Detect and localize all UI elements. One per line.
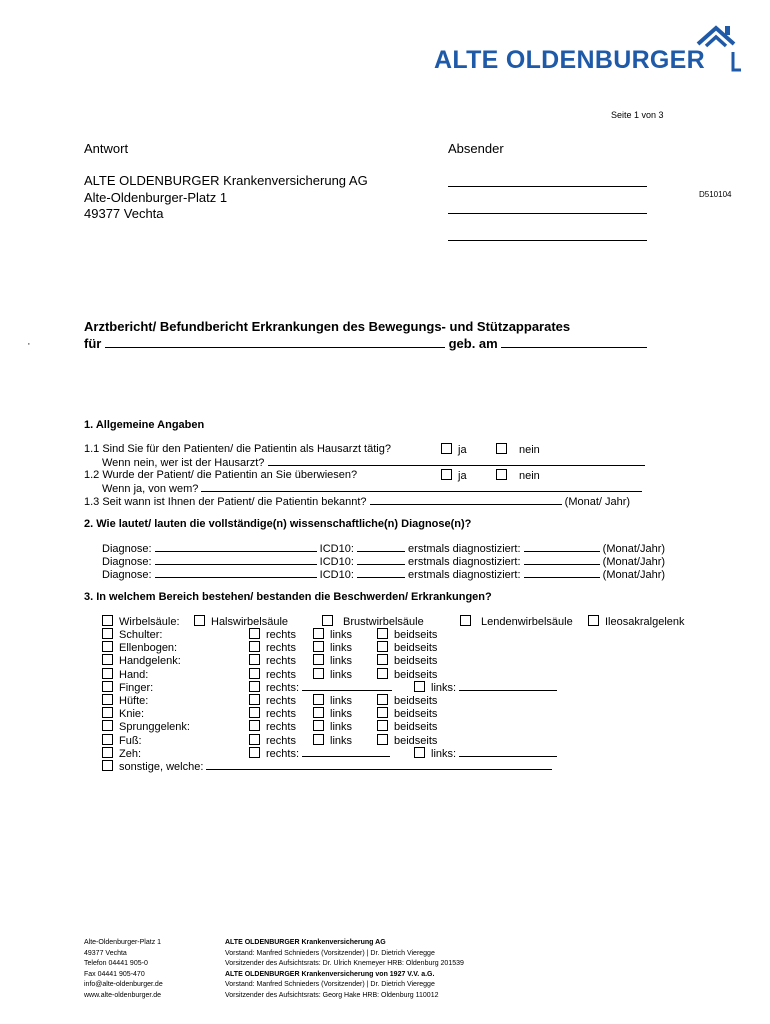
diagnose-row: Diagnose: ICD10: erstmals diagnostiziert: (Monat/Jahr) [102,569,666,581]
section1-heading: 1. Allgemeine Angaben [84,419,205,431]
sender-field[interactable] [448,186,647,187]
report-title: Arztbericht/ Befundbericht Erkrankungen des Bewegungs- und Stützapparates [84,319,571,334]
checkbox[interactable] [102,641,113,652]
region-label: Sprunggelenk: [119,721,190,733]
beidseits-option[interactable]: beidseits [377,654,437,667]
diagnose-date-field[interactable] [524,568,600,578]
ueberweiser-field[interactable] [201,482,642,492]
hausarzt-field[interactable] [268,456,645,466]
rechts-option[interactable]: rechts [249,707,296,720]
checkbox[interactable] [102,668,113,679]
rechts-option[interactable]: rechts [249,654,296,667]
region-row [102,694,148,707]
recipient-line: ALTE OLDENBURGER Krankenversicherung AG [84,173,368,188]
beidseits-option[interactable]: beidseits [377,694,437,707]
links-option[interactable]: links [313,628,352,641]
rechts-option[interactable]: rechts [249,694,296,707]
question-1-2: 1.2 Wurde der Patient/ die Patientin an Sie überwiesen? [84,469,358,481]
bekannt-seit-field[interactable] [370,495,562,505]
footer-company-info: ALTE OLDENBURGER Krankenversicherung AG Vorstand: Manfred Schnieders (Vorsitzender) | Dr. Dietrich Vieregge Vorsitzender des Aufsichtsrats: Dr. Ulrich Knemeyer HRB: Oldenburg 201539 ALTE OLDENBURGER Krankenversicherung von 1927 V.V. a.G. Vorstand: Manfred Schnieders (Vorsitzender) | Dr. Dietrich Vieregge Vorsitzender des Aufsichtsrats: Georg Hake HRB: Oldenburg 110012 [225,939,464,999]
icd-field[interactable] [357,542,405,552]
region-row [102,681,153,694]
diagnose-field[interactable] [155,555,317,565]
rechts-field[interactable] [302,747,390,757]
checkbox[interactable] [102,694,113,705]
recipient-line: Alte-Oldenburger-Platz 1 [84,190,228,205]
region-row [102,747,141,760]
beidseits-option[interactable]: beidseits [377,734,437,747]
lws-option[interactable]: Lendenwirbelsäule [460,615,573,628]
region-label: Zeh: [119,748,142,760]
checkbox[interactable] [102,654,113,665]
hws-option[interactable]: Halswirbelsäule [194,615,288,628]
rechts-option[interactable]: rechts: [249,681,392,694]
q1-ja-option[interactable]: ja [441,443,467,456]
checkbox[interactable] [441,443,452,454]
rechts-option[interactable]: rechts [249,734,296,747]
beidseits-option[interactable]: beidseits [377,707,437,720]
beidseits-option[interactable]: beidseits [377,641,437,654]
diagnose-date-field[interactable] [524,555,600,565]
rechts-option[interactable]: rechts [249,668,296,681]
diagnose-field[interactable] [155,542,317,552]
links-option[interactable]: links [313,720,352,733]
region-label: Hüfte: [119,695,149,707]
question-1-2-sub: Wenn ja, von wem? [102,482,642,495]
bws-option[interactable]: Brustwirbelsäule [322,615,424,628]
checkbox[interactable] [102,747,113,758]
links-option[interactable]: links [313,707,352,720]
patient-name-field[interactable] [105,338,445,348]
region-row [102,654,181,667]
logo-wordmark: ALTE OLDENBURGER [434,46,705,74]
links-option[interactable]: links: [414,681,557,694]
sender-field[interactable] [448,240,647,241]
rechts-field[interactable] [302,681,392,691]
links-option[interactable]: links [313,654,352,667]
recipient-line: 49377 Vechta [84,206,164,221]
diagnose-row: Diagnose: ICD10: erstmals diagnostiziert: (Monat/Jahr) [102,543,666,555]
region-row [102,720,190,733]
question-1-3: 1.3 Seit wann ist Ihnen der Patient/ die Patientin bekannt? (Monat/ Jahr) [84,496,631,508]
page-number: Seite 1 von 3 [611,110,664,120]
checkbox[interactable] [102,707,113,718]
icd-field[interactable] [357,555,405,565]
sonstige-row: sonstige, welche: [102,760,552,773]
diagnose-row: Diagnose: ICD10: erstmals diagnostiziert: (Monat/Jahr) [102,556,666,568]
links-field[interactable] [459,747,557,757]
beidseits-option[interactable]: beidseits [377,668,437,681]
fuer-label: für [84,336,102,351]
links-option[interactable]: links: [414,747,557,760]
checkbox[interactable] [102,734,113,745]
region-label: Fuß: [119,735,142,747]
diagnose-date-field[interactable] [524,542,600,552]
rechts-option[interactable]: rechts: [249,747,390,760]
checkbox[interactable] [102,681,113,692]
beidseits-option[interactable]: beidseits [377,720,437,733]
checkbox[interactable] [496,443,507,454]
region-label: Schulter: [119,629,163,641]
section2-heading: 2. Wie lautet/ lauten die vollständige(n) wissenschaftliche(n) Diagnose(n)? [84,518,472,530]
region-row [102,641,177,654]
section3-heading: 3. In welchem Bereich bestehen/ bestanden die Beschwerden/ Erkrankungen? [84,591,492,603]
geb-label: geb. am [448,336,498,351]
region-row [102,668,148,681]
birthdate-field[interactable] [501,338,647,348]
region-label: Ellenbogen: [119,642,178,654]
region-row [102,628,162,641]
sender-field[interactable] [448,213,647,214]
q2-nein-option[interactable]: nein [496,469,540,482]
links-option[interactable]: links [313,668,352,681]
company-logo [434,28,744,78]
document-code: D510104 [699,190,732,199]
wirbelsaeule-option[interactable]: Wirbelsäule: [102,615,180,628]
region-label: Hand: [119,669,149,681]
sonstige-field[interactable] [206,760,552,770]
sender-heading: Absender [448,141,504,156]
region-row [102,734,142,747]
diagnose-field[interactable] [155,568,317,578]
region-label: Knie: [119,708,145,720]
isg-option[interactable]: Ileosakralgelenk [588,615,685,628]
logo-bracket-icon [731,52,741,72]
rechts-option[interactable]: rechts [249,628,296,641]
checkbox[interactable] [496,469,507,480]
question-1-1: 1.1 Sind Sie für den Patienten/ die Patientin als Hausarzt tätig? [84,443,391,455]
beidseits-option[interactable]: beidseits [377,628,437,641]
question-1-1-sub: Wenn nein, wer ist der Hausarzt? [102,456,645,469]
checkbox[interactable] [102,720,113,731]
links-option[interactable]: links [313,694,352,707]
rechts-option[interactable]: rechts [249,720,296,733]
q2-ja-option[interactable]: ja [441,469,467,482]
region-label: Handgelenk: [119,655,181,667]
region-label: Finger: [119,682,154,694]
recipient-heading: Antwort [84,141,129,156]
checkbox[interactable] [102,760,113,771]
report-title-patient-row [84,336,647,351]
checkbox[interactable] [102,628,113,639]
links-field[interactable] [459,681,557,691]
links-option[interactable]: links [313,734,352,747]
footer-address: Alte-Oldenburger-Platz 1 49377 Vechta Telefon 04441 905-0 Fax 04441 905-470 info@alte-oldenburger.de www.alte-oldenburger.de [84,939,163,999]
rechts-option[interactable]: rechts [249,641,296,654]
icd-field[interactable] [357,568,405,578]
margin-dot: · [27,338,31,350]
region-row [102,707,144,720]
q1-nein-option[interactable]: nein [496,443,540,456]
checkbox[interactable] [441,469,452,480]
links-option[interactable]: links [313,641,352,654]
